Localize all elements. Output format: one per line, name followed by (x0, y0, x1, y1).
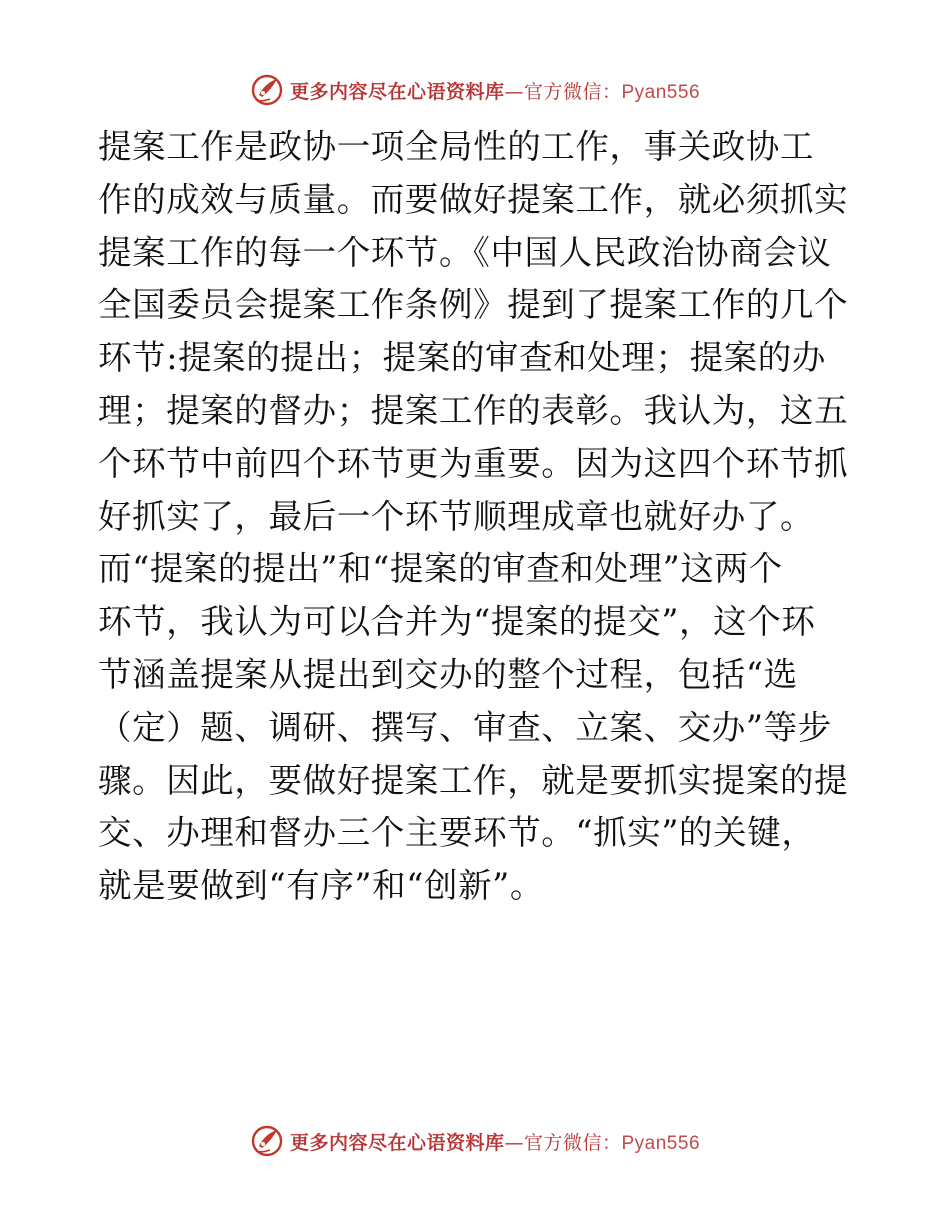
body-line: （定）题、调研、撰写、审查、立案、交办”等步 (98, 707, 832, 747)
body-line: 好抓实了，最后一个环节顺理成章也就好办了。 (98, 496, 815, 536)
footer-banner-text (290, 1128, 700, 1155)
body-line: 交、办理和督办三个主要环节。“抓实”的关键， (98, 813, 816, 853)
header-separator: — (504, 80, 524, 103)
pen-circle-logo-icon (250, 1124, 284, 1158)
body-line: 作的成效与质量。而要做好提案工作，就必须抓实 (98, 179, 849, 219)
body-line: 环节，我认为可以合并为“提案的提交”，这个环 (98, 602, 816, 642)
body-line: 环节:提案的提出；提案的审查和处理；提案的办 (98, 338, 826, 378)
body-line: 就是要做到“有序”和“创新”。 (98, 866, 545, 906)
header-banner-content (250, 73, 700, 107)
footer-site-text: 更多内容尽在心语资料库 (289, 1131, 505, 1154)
body-line: 节涵盖提案从提出到交办的整个过程，包括“选 (98, 654, 798, 694)
body-line: 个环节中前四个环节更为重要。因为这四个环节抓 (98, 443, 849, 483)
header-wechat-label: 官方微信： (523, 80, 622, 103)
header-site-text: 更多内容尽在心语资料库 (289, 80, 505, 103)
pen-circle-logo-icon (250, 73, 284, 107)
footer-banner (0, 1119, 950, 1163)
header-wechat-id: Pyan556 (621, 81, 701, 103)
footer-wechat-label: 官方微信： (523, 1131, 622, 1154)
body-line: 而“提案的提出”和“提案的审查和处理”这两个 (98, 549, 783, 589)
header-banner-text (290, 77, 700, 104)
body-line: 提案工作的每一个环节。《中国人民政治协商会议 (98, 232, 832, 272)
body-line: 提案工作是政协一项全局性的工作，事关政协工 (98, 127, 815, 166)
footer-wechat-id: Pyan556 (621, 1132, 701, 1154)
footer-banner-content (250, 1124, 700, 1158)
footer-separator: — (504, 1131, 524, 1154)
body-line: 理；提案的督办；提案工作的表彰。我认为，这五 (98, 390, 849, 430)
body-line: 骤。因此，要做好提案工作，就是要抓实提案的提 (98, 760, 849, 800)
header-banner (0, 68, 950, 112)
document-body (98, 121, 854, 913)
body-line: 全国委员会提案工作条例》提到了提案工作的几个 (98, 285, 849, 325)
